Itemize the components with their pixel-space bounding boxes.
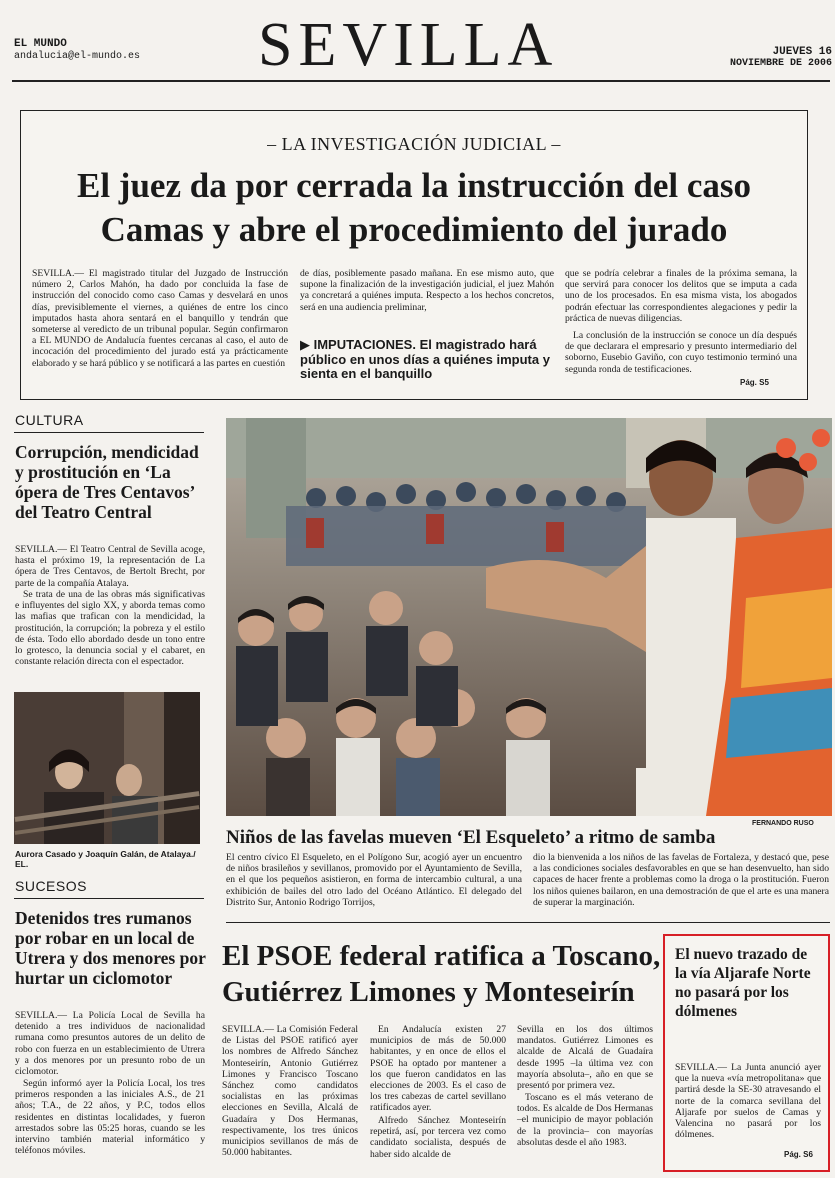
- cultura-rule: [14, 432, 204, 433]
- sucesos-p1: SEVILLA.— La Policía Local de Sevilla ha detenido a tres individuos de nacionalidad rumana como presuntos autores de un delito de robo con fuerza en un establecimiento de Utrera y a dos menores por un presunto robo de un ciclomotor.: [15, 1010, 205, 1078]
- psoe-col-2a: En Andalucía existen 27 municipios de más de 50.000 habitantes, y en once de ellos el PSOE ha optado por mantener a los que fueron candidatos en las elecciones de 2003. Es el caso de los tres cabezas de cartel sevillano ratificados ayer.: [370, 1024, 506, 1114]
- lead-col-1: SEVILLA.— El magistrado titular del Juzgado de Instrucción número 2, Carlos Mahón, ha dado por concluida la fase de instrucción del conocido como caso Camas y desvelará en unos días, previsiblemente el viernes, a quiénes de entre los cinco imputados hasta ahora sentará en el banquillo y tendrán que someterse al veredicto de un tribunal popular. Según confirmaron a EL MUNDO de Andalucía fuentes cercanas al caso, el auto de incocación del procedimiento del jurado está ya prácticamente elaborado y se hará público y se notificará a las partes en cuestión: [32, 268, 288, 369]
- psoe-col-2b: Alfredo Sánchez Monteseirín repetirá, así, por tercera vez como candidato socialista, después de haber sido alcalde de: [370, 1115, 506, 1160]
- lead-kicker: – LA INVESTIGACIÓN JUDICIAL –: [267, 134, 561, 154]
- sucesos-section-label: SUCESOS: [15, 878, 87, 894]
- lead-headline-1[interactable]: El juez da por cerrada la instrucción del caso: [76, 166, 752, 205]
- psoe-col-1: SEVILLA.— La Comisión Federal de Listas del PSOE ratificó ayer los nombres de Alfredo Sánchez Monteseirín, Antonio Gutiérrez Limones y Francisco Toscano Sánchez como candidatos socialistas en las próximas elecciones en Sevilla, Alcalá de Guadaíra y Dos Hermanas, respectivamente, los tres únicos municipios sevillanos de más de 50.000 habitantes.: [222, 1024, 358, 1159]
- section-email[interactable]: andalucia@el-mundo.es: [14, 51, 141, 62]
- lead-page-ref: Pág. S5: [740, 378, 769, 387]
- cultura-headline[interactable]: Corrupción, mendicidad y prostitución en ‘La ópera de Tres Centavos’ del Teatro Central: [15, 442, 199, 522]
- photo-story-col-2: dio la bienvenida a los niños de las favelas de Fortaleza, y destacó que, pese a las condiciones sociales desfavorables en que se han desenvuelto, han sido capaces de hacer frente a problemas como la droga o la prostitución. Fueron los niños quienes bailaron, en una demostración de que el arte es una manera de superar la marginación.: [533, 852, 829, 908]
- lead-subhead-label: ▶ IMPUTACIONES.: [300, 337, 416, 352]
- main-photo-credit: FERNANDO RUSO: [752, 820, 814, 827]
- lead-col-3a: que se podría celebrar a finales de la próxima semana, la que servirá para conocer los delitos que se imputa a cada uno de los procesados. En esa misma vista, los abogados podrán efectuar las correspondientes alegaciones y pedir la práctica de nuevas diligencias.: [565, 268, 797, 324]
- sucesos-headline[interactable]: Detenidos tres rumanos por robar en un local de Utrera y dos menores por hurtar un ciclomotor: [15, 908, 206, 988]
- psoe-col-3b: Toscano es el más veterano de todos. Es alcalde de Dos Hermanas –el municipio de mayor población de la provincia– con mayorías absolutas desde el año 1983.: [517, 1092, 653, 1148]
- psoe-headline-1[interactable]: El PSOE federal ratifica a Toscano,: [222, 940, 661, 972]
- lead-subhead-text: El magistrado hará público en unos días a quiénes imputa y sienta en el banquillo: [300, 337, 550, 381]
- aljarafe-body: SEVILLA.— La Junta anunció ayer que la nueva «vía metropolitana» que partirá desde la SE-30 atravesando el norte de la comarca sevillana del Aljarafe por suelos de Camas y Valencina no pasará por los dólmenes.: [675, 1062, 821, 1141]
- aljarafe-headline[interactable]: El nuevo trazado de la vía Aljarafe Norte no pasará por los dólmenes: [675, 946, 811, 1020]
- cultura-photo: [14, 692, 200, 844]
- lead-subhead: [300, 338, 554, 382]
- cultura-section-label: CULTURA: [15, 412, 84, 428]
- photo-story-headline[interactable]: Niños de las favelas mueven ‘El Esqueleto’ a ritmo de samba: [226, 827, 716, 848]
- main-photo: [226, 418, 832, 816]
- paper-name: EL MUNDO: [14, 38, 67, 50]
- cultura-p2: Se trata de una de las obras más significativas e influyentes del siglo XX, y aborda temas como las mafias que trafican con la mendicidad, la prostitución, la corrupción; la pobreza y el estilo de ésta. Todo ello abordado desde un tono entre lo grotesco, la denuncia social y el cabaret, en constante relación directa con el espectador.: [15, 589, 205, 668]
- sucesos-rule: [14, 898, 204, 899]
- section-title: SEVILLA: [258, 11, 559, 79]
- aljarafe-page-ref: Pág. S6: [784, 1150, 813, 1159]
- sucesos-p2: Según informó ayer la Policía Local, los tres primeros responden a las iniciales A.S., de 21 años; T.A., de 22 años, y P.C, todos ellos residentes en distintas localidades, y fueron arrestados sobre las 05:25 horas, cuando se les intervino también material informático y teléfonos móviles.: [15, 1078, 205, 1157]
- photo-story-col-1: El centro cívico El Esqueleto, en el Polígono Sur, acogió ayer un encuentro de niños brasileños y sevillanos, promovido por el Ayuntamiento de Sevilla, en el que los pequeños asistieron, en forma de intercambio cultural, a una exhibición de bailes del otro lado del Océano Atlántico. El delegado del Distrito Sur, Antonio Rodrigo Torrijos,: [226, 852, 522, 908]
- issue-date: NOVIEMBRE DE 2006: [729, 58, 832, 69]
- cultura-p1: SEVILLA.— El Teatro Central de Sevilla acoge, hasta el próximo 19, la representación de La ópera de Tres Centavos, de Bertolt Brecht, por parte de la compañía Atalaya.: [15, 544, 205, 589]
- cultura-photo-caption: Aurora Casado y Joaquín Galán, de Atalaya./ EL.: [15, 849, 196, 869]
- lead-col-3b: La conclusión de la instrucción se conoce un día después de que declarara el empresario y presunto intermediario del soborno, Eusebio Gaviño, con cuyo testimonio terminó una segunda ronda de testificaciones.: [565, 330, 797, 375]
- lead-headline-2[interactable]: Camas y abre el procedimiento del jurado: [100, 210, 728, 249]
- masthead-rule: [12, 80, 830, 82]
- psoe-col-3a: Sevilla en los dos últimos mandatos. Gutiérrez Limones es alcalde de Alcalá de Guadaíra desde 1995 –la última vez con mayoría absoluta–, año en que se presentó por primera vez.: [517, 1024, 653, 1092]
- lead-col-2: de días, posiblemente pasado mañana. En ese mismo auto, que supone la finalización de la investigación judicial, el juez Mahón ya concretará a quiénes imputa. Respecto a los hechos concretos, será en una audiencia preliminar,: [300, 268, 554, 313]
- issue-weekday: JUEVES 16: [772, 46, 832, 58]
- photo-story-rule: [226, 922, 830, 923]
- psoe-headline-2[interactable]: Gutiérrez Limones y Monteseirín: [222, 976, 635, 1008]
